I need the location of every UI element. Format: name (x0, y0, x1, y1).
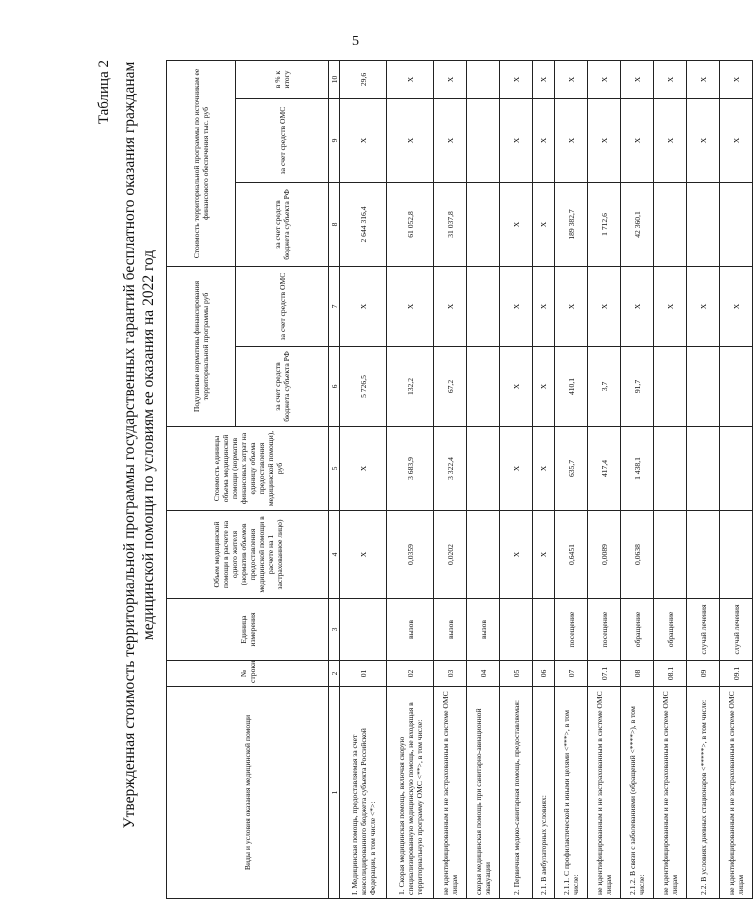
row-volume-cell: 0,6451 (555, 511, 588, 599)
row-value-budget-cell: 61 052,8 (387, 182, 434, 266)
row-value-budget-cell (467, 182, 500, 266)
row-number-cell: 02 (387, 661, 434, 687)
table-row (588, 60, 621, 898)
index-cell: 10 (329, 60, 340, 98)
row-name-cell: 2.1.2. В связи с заболеваниями (обращений <****>), в том числе: (621, 687, 654, 899)
table-row (340, 60, 387, 898)
row-norm-budget-cell: 5 726,5 (340, 347, 387, 427)
row-unit-cell: вызов (387, 599, 434, 661)
row-cost-cell: 1 438,1 (621, 427, 654, 511)
row-cost-cell (720, 427, 753, 511)
row-cost-cell: X (500, 427, 533, 511)
row-volume-cell: X (533, 511, 555, 599)
row-number-cell: 01 (340, 661, 387, 687)
row-norm-budget-cell (654, 347, 687, 427)
row-volume-cell: X (340, 511, 387, 599)
table-body (329, 60, 753, 898)
row-percent-cell: X (387, 60, 434, 98)
row-unit-cell (340, 599, 387, 661)
row-cost-cell (467, 427, 500, 511)
row-value-oms-cell: X (588, 98, 621, 182)
row-unit-cell: случай лечения (687, 599, 720, 661)
index-cell: 5 (329, 427, 340, 511)
row-unit-cell: обращение (654, 599, 687, 661)
document-title: Утвержденная стоимость территориальной программы государственных гарантий бесплатного оказания гражданам медицинской помощи по условиям ее оказания на 2022 год (121, 61, 157, 829)
row-number-cell: 07 (555, 661, 588, 687)
row-name-cell: не идентифицированным и не застрахованным в системе ОМС лицам (654, 687, 687, 899)
row-number-cell: 09.1 (720, 661, 753, 687)
row-value-budget-cell: 31 037,8 (434, 182, 467, 266)
row-percent-cell (467, 60, 500, 98)
row-percent-cell: 29,6 (340, 60, 387, 98)
row-norm-oms-cell: X (588, 266, 621, 346)
row-name-cell: не идентифицированным и не застрахованным в системе ОМС лицам (720, 687, 753, 899)
row-norm-budget-cell: 3,7 (588, 347, 621, 427)
header-row-1 (167, 60, 236, 898)
table-label: Таблица 2 (96, 60, 112, 125)
row-name-cell: 2. Первичная медико-санитарная помощь, предоставляемая: (500, 687, 533, 899)
index-cell: 1 (329, 687, 340, 899)
page-number: 5 (352, 34, 359, 49)
cost-table (166, 60, 753, 899)
row-value-oms-cell: X (434, 98, 467, 182)
row-volume-cell: 0,0638 (621, 511, 654, 599)
row-cost-cell: 3 322,4 (434, 427, 467, 511)
row-percent-cell: X (720, 60, 753, 98)
row-cost-cell: 417,4 (588, 427, 621, 511)
row-percent-cell: X (687, 60, 720, 98)
row-unit-cell: посещение (588, 599, 621, 661)
row-cost-cell: 3 683,9 (387, 427, 434, 511)
row-value-oms-cell: X (533, 98, 555, 182)
table-row (654, 60, 687, 898)
header-norm-budget: за счет средств бюджета субъекта РФ (236, 347, 329, 427)
row-value-oms-cell (467, 98, 500, 182)
row-volume-cell: 0,0202 (434, 511, 467, 599)
row-norm-oms-cell: X (654, 266, 687, 346)
row-percent-cell: X (588, 60, 621, 98)
index-cell: 6 (329, 347, 340, 427)
row-name-cell: I. Медицинская помощь, предоставляемая за счет консолидированного бюджета субъекта Российской Федерации, в том числе <*>: (340, 687, 387, 899)
row-value-oms-cell: X (687, 98, 720, 182)
row-number-cell: 05 (500, 661, 533, 687)
header-value-oms: за счет средств ОМС (236, 98, 329, 182)
row-value-oms-cell: X (387, 98, 434, 182)
row-norm-oms-cell (467, 266, 500, 346)
row-name-cell: 2.2. В условиях дневных стационаров <*****>, в том числе: (687, 687, 720, 899)
index-cell: 9 (329, 98, 340, 182)
row-value-oms-cell: X (621, 98, 654, 182)
row-norm-oms-cell: X (434, 266, 467, 346)
row-name-cell: не идентифицированным и не застрахованным в системе ОМС лицам (434, 687, 467, 899)
row-norm-oms-cell: X (387, 266, 434, 346)
row-value-oms-cell: X (720, 98, 753, 182)
row-unit-cell (500, 599, 533, 661)
row-value-oms-cell: X (654, 98, 687, 182)
row-percent-cell: X (555, 60, 588, 98)
row-name-cell: скорая медицинская помощь при санитарно-авиационной эвакуации (467, 687, 500, 899)
index-cell: 4 (329, 511, 340, 599)
row-cost-cell: 635,7 (555, 427, 588, 511)
header-volume: Объем медицинской помощи в расчете на одного жителя (норматив объемов предоставления медицинской помощи в расчете на 1 застрахованное лицо) (167, 511, 329, 599)
row-norm-budget-cell: 67,2 (434, 347, 467, 427)
table-row (720, 60, 753, 898)
row-value-budget-cell (654, 182, 687, 266)
row-value-budget-cell: 1 712,6 (588, 182, 621, 266)
row-norm-budget-cell: X (533, 347, 555, 427)
row-norm-oms-cell: X (533, 266, 555, 346)
row-number-cell: 07.1 (588, 661, 621, 687)
row-volume-cell (654, 511, 687, 599)
row-unit-cell: обращение (621, 599, 654, 661)
header-per-capita-norms: Подушевые нормативы финансирования территориальной программы руб (167, 266, 236, 426)
table-row (687, 60, 720, 898)
row-volume-cell: 0,0089 (588, 511, 621, 599)
row-number-cell: 04 (467, 661, 500, 687)
row-norm-oms-cell: X (687, 266, 720, 346)
row-unit-cell: вызов (434, 599, 467, 661)
row-unit-cell: посещение (555, 599, 588, 661)
row-number-cell: 09 (687, 661, 720, 687)
header-percent: в % к итогу (236, 60, 329, 98)
table-row (555, 60, 588, 898)
row-cost-cell (687, 427, 720, 511)
row-unit-cell: вызов (467, 599, 500, 661)
row-volume-cell (720, 511, 753, 599)
row-percent-cell: X (500, 60, 533, 98)
header-norm-oms: за счет средств ОМС (236, 266, 329, 346)
index-cell: 3 (329, 599, 340, 661)
header-value-budget: за счет средств бюджета субъекта РФ (236, 182, 329, 266)
row-volume-cell: X (500, 511, 533, 599)
row-name-cell: 2.1.1. С профилактической и иными целями <***>, в том числе: (555, 687, 588, 899)
row-norm-budget-cell: 132,2 (387, 347, 434, 427)
cost-table-wrapper (166, 61, 753, 899)
row-norm-oms-cell: X (720, 266, 753, 346)
table-row (621, 60, 654, 898)
header-row-number: № строки (167, 661, 329, 687)
row-norm-budget-cell: 410,1 (555, 347, 588, 427)
header-name: Виды и условия оказания медицинской помощи (167, 687, 329, 899)
row-value-oms-cell: X (340, 98, 387, 182)
row-value-budget-cell: 189 382,7 (555, 182, 588, 266)
row-volume-cell (467, 511, 500, 599)
row-unit-cell: случай лечения (720, 599, 753, 661)
row-volume-cell: 0,0359 (387, 511, 434, 599)
row-cost-cell: X (533, 427, 555, 511)
row-value-budget-cell: 2 644 316,4 (340, 182, 387, 266)
row-percent-cell: X (533, 60, 555, 98)
row-norm-budget-cell (467, 347, 500, 427)
row-value-oms-cell: X (500, 98, 533, 182)
row-value-oms-cell: X (555, 98, 588, 182)
header-unit: Единица измерения (167, 599, 329, 661)
row-value-budget-cell (687, 182, 720, 266)
row-cost-cell (654, 427, 687, 511)
row-value-budget-cell: X (533, 182, 555, 266)
row-norm-budget-cell: 91,7 (621, 347, 654, 427)
row-percent-cell: X (654, 60, 687, 98)
row-norm-budget-cell (720, 347, 753, 427)
row-name-cell: 1. Скорая медицинская помощь, включая скорую специализированную медицинскую помощь, не входящая в территориальную программу ОМС <**>, в том числе: (387, 687, 434, 899)
row-norm-oms-cell: X (340, 266, 387, 346)
row-cost-cell: X (340, 427, 387, 511)
row-number-cell: 06 (533, 661, 555, 687)
row-norm-oms-cell: X (500, 266, 533, 346)
index-cell: 2 (329, 661, 340, 687)
row-value-budget-cell (720, 182, 753, 266)
row-percent-cell: X (621, 60, 654, 98)
index-cell: 7 (329, 266, 340, 346)
table-row (467, 60, 500, 898)
table-row (500, 60, 533, 898)
row-name-cell: не идентифицированным и не застрахованным в системе ОМС лицам (588, 687, 621, 899)
row-norm-oms-cell: X (621, 266, 654, 346)
row-norm-oms-cell: X (555, 266, 588, 346)
table-row (533, 60, 555, 898)
row-percent-cell: X (434, 60, 467, 98)
column-index-row (329, 60, 340, 898)
row-number-cell: 08.1 (654, 661, 687, 687)
row-norm-budget-cell (687, 347, 720, 427)
row-value-budget-cell: X (500, 182, 533, 266)
row-name-cell: 2.1. В амбулаторных условиях: (533, 687, 555, 899)
row-volume-cell (687, 511, 720, 599)
row-unit-cell (533, 599, 555, 661)
index-cell: 8 (329, 182, 340, 266)
row-value-budget-cell: 42 360,1 (621, 182, 654, 266)
table-row (434, 60, 467, 898)
row-norm-budget-cell: X (500, 347, 533, 427)
header-program-cost: Стоимость территориальной программы по источникам ее финансового обеспечения тыс. руб (167, 60, 236, 266)
table-row (387, 60, 434, 898)
header-unit-cost: Стоимость единицы объема медицинской помощи (норматив финансовых затрат на единицу объема предоставления медицинской помощи), руб (167, 427, 329, 511)
row-number-cell: 03 (434, 661, 467, 687)
row-number-cell: 08 (621, 661, 654, 687)
